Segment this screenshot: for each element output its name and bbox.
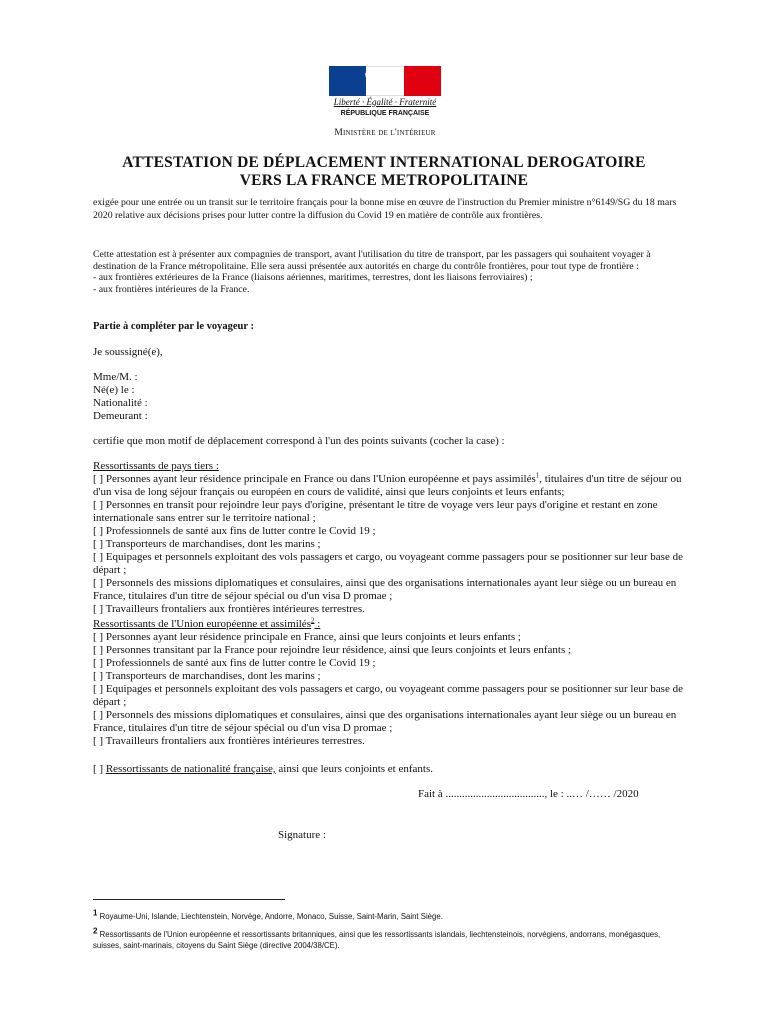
eu-section <box>93 618 683 748</box>
place-date-line: Fait à ...................................., le : ..… /…… /2020 <box>418 788 639 800</box>
checkbox-item[interactable]: [ ] Personnes en transit pour rejoindre leur pays d'origine, présentant le titre de voyage vers leur pays d'origine et restant en zone internationale sans entrer sur le territoire national ; <box>93 499 658 524</box>
intro-paragraph: exigée pour une entrée ou un transit sur le territoire français pour la bonne mise en œuvre de l'instruction du Premier ministre n°6149/SG du 18 mars 2020 relative aux décisions prises pour lutter contre la diffusion du Covid 19 en matière de contrôle aux frontières. <box>93 197 677 221</box>
certify-statement: certifie que mon motif de déplacement correspond à l'un des points suivants (cocher la case) : <box>93 435 505 447</box>
internal-borders-item: - aux frontières intérieures de la France. <box>93 283 250 295</box>
republic-flag <box>329 66 441 96</box>
french-nationals-item[interactable]: [ ] Ressortissants de nationalité française, ainsi que leurs conjoints et enfants. <box>93 763 433 775</box>
checkbox-item[interactable]: [ ] Personnels des missions diplomatiques et consulaires, ainsi que des organisations internationales ayant leur siège ou un bureau en France, titulaires d'un titre de séjour spécial ou d'un visa D promae ; <box>93 577 677 602</box>
third-country-section <box>93 460 683 616</box>
signature-label: Signature : <box>278 829 326 841</box>
checkbox-item[interactable]: [ ] Travailleurs frontaliers aux frontières intérieures terrestres. <box>93 735 365 747</box>
ministry-name: Ministère de l'intérieur <box>334 128 436 138</box>
external-borders-item: - aux frontières extérieures de la France (liaisons aériennes, maritimes, terrestres, dont les liaisons ferroviaires) ; <box>93 272 533 284</box>
name-field-label: Mme/M. : <box>93 371 138 383</box>
checkbox-item[interactable]: [ ] Equipages et personnels exploitant des vols passagers et cargo, ou voyageant comme passagers pour se positionner sur leur base de départ ; <box>93 551 683 576</box>
checkbox-item[interactable]: [ ] Personnes ayant leur résidence principale en France, ainsi que leurs conjoints et leurs enfants ; <box>93 631 521 643</box>
republic-name: RÉPUBLIQUE FRANÇAISE <box>340 110 430 117</box>
footnote-1: $^1$ Royaume-Uni, Islande, Liechtenstein, Norvège, Andorre, Monaco, Suisse, Saint-Marin, Saint Siège. <box>93 908 443 921</box>
presentation-paragraph <box>93 249 683 295</box>
checkbox-item[interactable]: [ ] Travailleurs frontaliers aux frontières intérieures terrestres. <box>93 603 365 615</box>
undersigned-label: Je soussigné(e), <box>93 346 163 358</box>
document-title <box>60 154 708 190</box>
footnote-divider <box>93 899 285 900</box>
republic-motto: Liberté · Égalité · Fraternité <box>333 97 437 107</box>
birthdate-field-label: Né(e) le : <box>93 384 135 396</box>
title-line-2: VERS LA FRANCE METROPOLITAINE <box>239 172 529 189</box>
footnote-2: $^2$ Ressortissants de l'Union européenne et ressortissants britanniques, ainsi que les ressortissants islandais, liechtensteinois, norvégiens, andorrans, monégasques, suisses, saint-marinais, citoyens du Saint Siège (directive 2004/38/CE). <box>93 926 661 950</box>
presentation-text: Cette attestation est à présenter aux compagnies de transport, avant l'utilisation du titre de transport, par les passagers qui souhaitent voyager à destination de la France métropolitaine. Elle sera aussi présentée aux autorités en charge du contrôle frontières, pour tout type de frontière : <box>93 249 651 272</box>
title-line-1: ATTESTATION DE DÉPLACEMENT INTERNATIONAL DEROGATOIRE <box>122 154 646 171</box>
checkbox-item[interactable]: [ ] Personnels des missions diplomatiques et consulaires, ainsi que des organisations internationales ayant leur siège ou un bureau en France, titulaires d'un titre de séjour spécial ou d'un visa D promae ; <box>93 709 677 734</box>
checkbox-item[interactable]: [ ] Equipages et personnels exploitant des vols passagers et cargo, ou voyageant comme passagers pour se positionner sur leur base de départ ; <box>93 683 683 708</box>
third-country-heading: Ressortissants de pays tiers : <box>93 460 219 472</box>
checkbox-item[interactable]: [ ] Professionnels de santé aux fins de lutter contre le Covid 19 ; <box>93 657 376 669</box>
marianne-profile-icon <box>357 67 413 95</box>
address-field-label: Demeurant : <box>93 410 148 422</box>
nationality-field-label: Nationalité : <box>93 397 148 409</box>
checkbox-item[interactable]: [ ] Personnes ayant leur résidence principale en France ou dans l'Union européenne et pays assimilés$^1$, titulaires d'un titre de séjour ou d'un visa de long séjour français ou européen en cours de validité, ainsi que leurs conjoints et leurs enfants; <box>93 471 682 498</box>
checkbox-item[interactable]: [ ] Transporteurs de marchandises, dont les marins ; <box>93 670 321 682</box>
traveller-section-heading: Partie à compléter par le voyageur : <box>93 321 254 332</box>
checkbox-item[interactable]: [ ] Transporteurs de marchandises, dont les marins ; <box>93 538 321 550</box>
marianne-logo <box>327 66 443 126</box>
checkbox-item[interactable]: [ ] Professionnels de santé aux fins de lutter contre le Covid 19 ; <box>93 525 376 537</box>
checkbox-item[interactable]: [ ] Personnes transitant par la France pour rejoindre leur résidence, ainsi que leurs conjoints et leurs enfants ; <box>93 644 572 656</box>
identity-fields <box>93 371 683 423</box>
eu-heading: Ressortissants de l'Union européenne et assimilés$^2$ : <box>93 616 321 630</box>
